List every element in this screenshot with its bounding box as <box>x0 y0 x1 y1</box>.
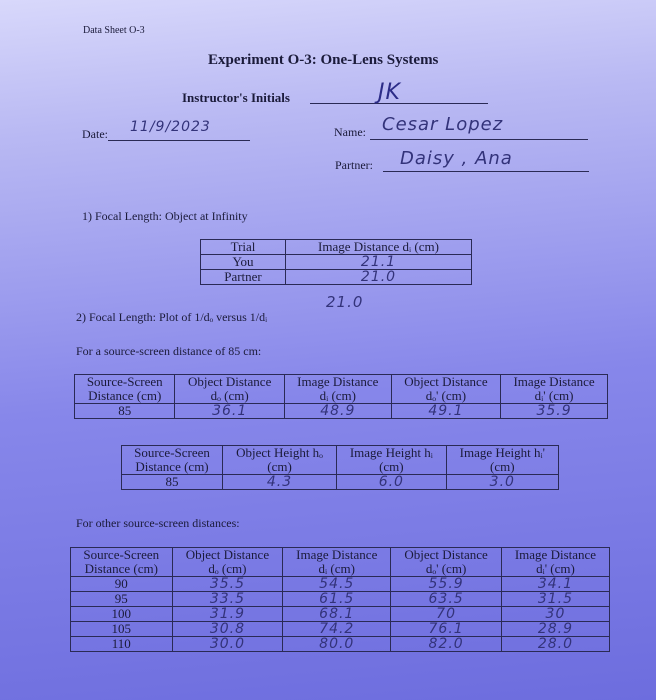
table-cell: 82.0 <box>391 637 502 652</box>
table-header: Image Distance dᵢ (cm) <box>286 240 472 255</box>
table-cell: 21.0 <box>286 270 472 285</box>
heights-table <box>121 445 559 490</box>
table-cell: 110 <box>71 637 173 652</box>
date-value: 11/9/2023 <box>130 119 211 135</box>
table-cell: 55.9 <box>391 577 502 592</box>
table-header: Source-Screen Distance (cm) <box>75 375 175 404</box>
page-title: Experiment O-3: One-Lens Systems <box>208 52 439 68</box>
table-cell: 105 <box>71 622 173 637</box>
table-cell: 30.0 <box>172 637 283 652</box>
table-row <box>71 637 610 652</box>
name-line <box>370 139 588 140</box>
table-header: Image Distance dᵢ' (cm) <box>501 548 609 577</box>
table-header: Trial <box>201 240 286 255</box>
table-cell: 4.3 <box>223 475 337 490</box>
table-row <box>71 622 610 637</box>
table-header: Image Distance dᵢ (cm) <box>284 375 391 404</box>
table-cell: 35.9 <box>501 404 608 419</box>
other-distances-label: For other source-screen distances: <box>76 516 240 530</box>
table-cell: 28.9 <box>501 622 609 637</box>
table-row <box>201 255 472 270</box>
table-cell: 36.1 <box>175 404 284 419</box>
table-row <box>71 607 610 622</box>
section1-heading: 1) Focal Length: Object at Infinity <box>82 209 248 223</box>
table-header: Object Distance dₒ (cm) <box>172 548 283 577</box>
table-cell: 85 <box>75 404 175 419</box>
table-cell: 31.9 <box>172 607 283 622</box>
table-header: Image Distance dᵢ' (cm) <box>501 375 608 404</box>
table-cell: 48.9 <box>284 404 391 419</box>
date-label: Date: <box>82 127 108 141</box>
table-cell: 100 <box>71 607 173 622</box>
table-row <box>201 270 472 285</box>
instructor-label: Instructor's Initials <box>182 90 290 105</box>
table-row <box>122 475 559 490</box>
date-line <box>108 140 250 141</box>
table-cell: 34.1 <box>501 577 609 592</box>
table-header: Object Distance dₒ' (cm) <box>391 375 500 404</box>
table-cell: 21.1 <box>286 255 472 270</box>
table-header: Image Height hᵢ' (cm) <box>446 446 558 475</box>
table-header: Source-Screen Distance (cm) <box>122 446 223 475</box>
table-cell: 54.5 <box>283 577 391 592</box>
extra-measurement: 21.0 <box>326 293 364 311</box>
name-value: Cesar Lopez <box>382 114 504 135</box>
table-cell: 61.5 <box>283 592 391 607</box>
table-header: Source-Screen Distance (cm) <box>71 548 173 577</box>
partner-label: Partner: <box>335 158 373 172</box>
table-cell: 35.5 <box>172 577 283 592</box>
table-cell: 49.1 <box>391 404 500 419</box>
table-cell: 31.5 <box>501 592 609 607</box>
sheet-label: Data Sheet O-3 <box>83 25 145 36</box>
table-cell: 74.2 <box>283 622 391 637</box>
table-cell: 90 <box>71 577 173 592</box>
table-row <box>75 404 608 419</box>
partner-value: Daisy , Ana <box>400 148 513 169</box>
section2-subheading: For a source-screen distance of 85 cm: <box>76 344 262 358</box>
table-cell: 3.0 <box>446 475 558 490</box>
table-cell: 63.5 <box>391 592 502 607</box>
table-cell: 95 <box>71 592 173 607</box>
instructor-initials: JK <box>378 80 401 105</box>
table-cell: 76.1 <box>391 622 502 637</box>
table-header: Image Distance dᵢ (cm) <box>283 548 391 577</box>
focal-infinity-table <box>200 239 472 285</box>
table-cell: 80.0 <box>283 637 391 652</box>
table-header: Object Distance dₒ (cm) <box>175 375 284 404</box>
table-row <box>71 577 610 592</box>
table-row <box>71 592 610 607</box>
table-cell: You <box>201 255 286 270</box>
table-header: Image Height hᵢ (cm) <box>337 446 447 475</box>
table-cell: 30.8 <box>172 622 283 637</box>
distance-85-table <box>74 374 608 419</box>
table-cell: 28.0 <box>501 637 609 652</box>
table-cell: 85 <box>122 475 223 490</box>
table-header: Object Distance dₒ' (cm) <box>391 548 502 577</box>
name-label: Name: <box>334 125 366 139</box>
table-cell: Partner <box>201 270 286 285</box>
table-cell: 70 <box>391 607 502 622</box>
table-cell: 33.5 <box>172 592 283 607</box>
partner-line <box>383 171 589 172</box>
other-distances-table <box>70 547 610 652</box>
table-header: Object Height hₒ (cm) <box>223 446 337 475</box>
table-cell: 30 <box>501 607 609 622</box>
table-cell: 6.0 <box>337 475 447 490</box>
table-cell: 68.1 <box>283 607 391 622</box>
section2-heading: 2) Focal Length: Plot of 1/dₒ versus 1/dᵢ <box>76 310 268 324</box>
